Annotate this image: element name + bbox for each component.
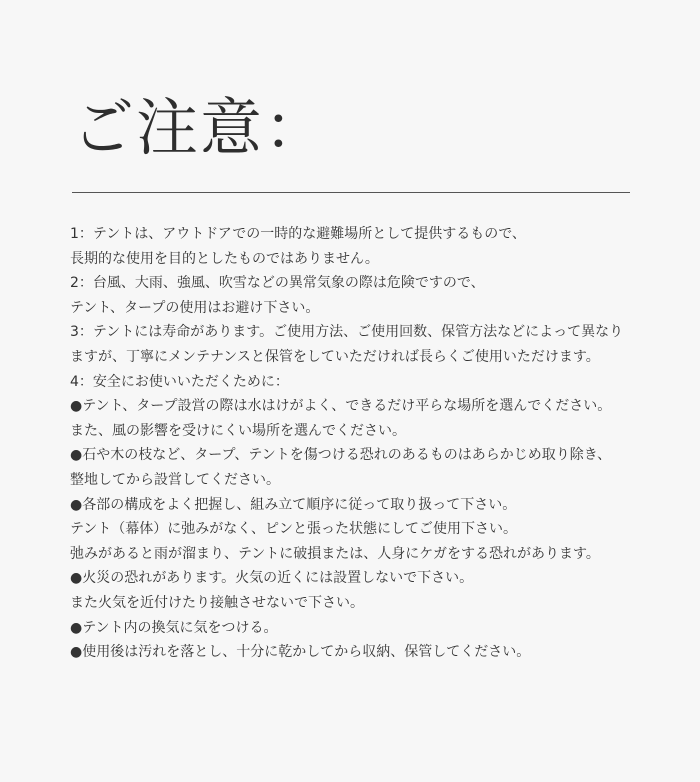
caution-line: ●テント内の換気に気をつける。: [70, 619, 278, 636]
caution-line: 2：台風、大雨、強風、吹雪などの異常気象の際は危険ですので、: [70, 275, 485, 292]
caution-line: ●石や木の枝など、タープ、テントを傷つける恐れのあるものはあらかじめ取り除き、: [70, 447, 612, 464]
caution-line: また、風の影響を受けにくい場所を選んでください。: [70, 422, 406, 439]
caution-line: ●使用後は汚れを落とし、十分に乾かしてから収納、保管してください。: [70, 644, 531, 661]
caution-line: ●火災の恐れがあります。火気の近くには設置しないで下さい。: [70, 570, 474, 587]
caution-line: 弛みがあると雨が溜まり、テントに破損または、人身にケガをする恐れがあります。: [70, 545, 600, 562]
caution-list: [70, 222, 670, 665]
caution-line: ますが、丁寧にメンテナンスと保管をしていただければ長らくご使用いただけます。: [70, 348, 600, 365]
caution-line: 4：安全にお使いいただくために：: [70, 373, 289, 390]
caution-line: 1：テントは、アウトドアでの一時的な避難場所として提供するもので、: [70, 226, 526, 242]
caution-line: 3：テントには寿命があります。ご使用方法、ご使用回数、保管方法などによって異なり: [70, 324, 624, 341]
caution-line: テント（幕体）に弛みがなく、ピンと張った状態にしてご使用下さい。: [70, 521, 518, 538]
caution-line: また火気を近付けたり接触させないで下さい。: [70, 594, 364, 611]
title-divider: [72, 192, 630, 193]
caution-line: 長期的な使用を目的としたものではありません。: [70, 250, 379, 267]
caution-line: ●各部の構成をよく把握し、組み立て順序に従って取り扱って下さい。: [70, 496, 517, 513]
caution-line: ●テント、タープ設営の際は水はけがよく、できるだけ平らな場所を選んでください。: [70, 398, 612, 415]
page-title: ご注意：: [72, 91, 329, 164]
caution-line: 整地してから設営してください。: [70, 471, 280, 488]
caution-line: テント、タープの使用はお避け下さい。: [70, 299, 320, 316]
